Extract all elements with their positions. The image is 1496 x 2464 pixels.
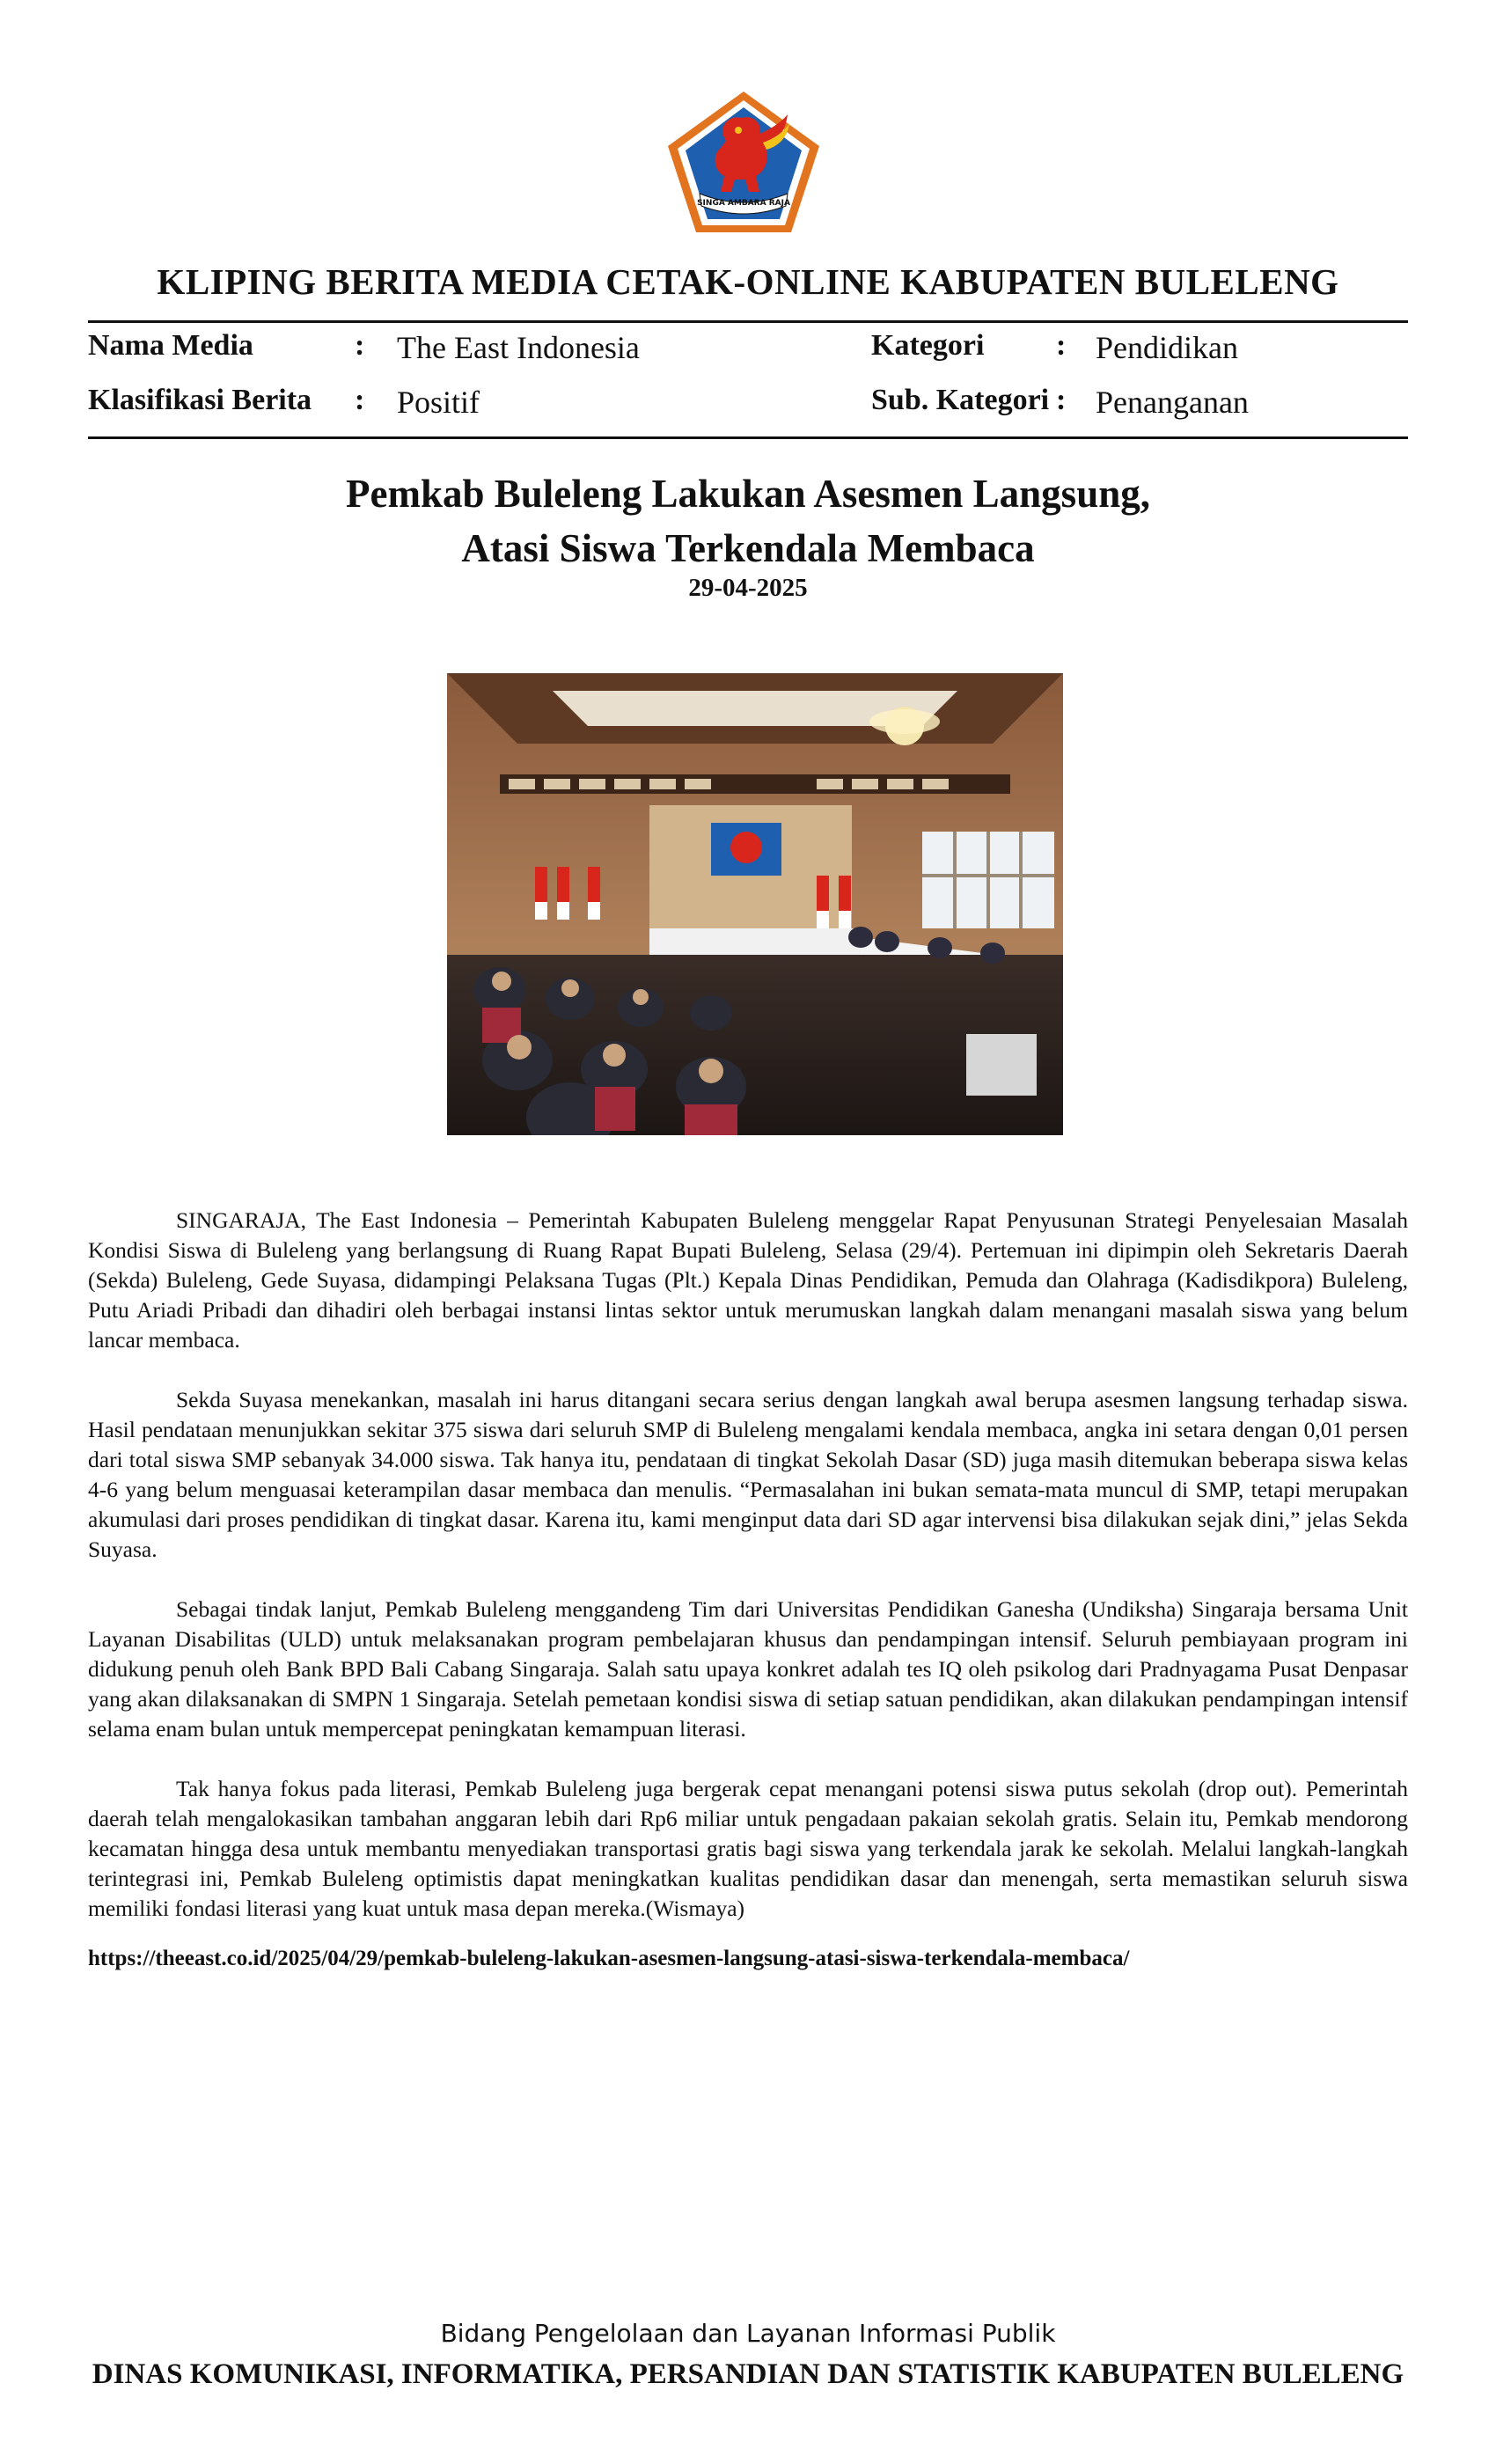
subcategory-label: Sub. Kategori bbox=[871, 384, 1050, 416]
article-date: 29-04-2025 bbox=[688, 574, 808, 602]
meta-divider bbox=[88, 436, 1408, 439]
subcategory-colon: : bbox=[1056, 384, 1067, 416]
article-photo bbox=[447, 673, 1063, 1135]
article-paragraph-1: SINGARAJA, The East Indonesia – Pemerintah Kabupaten Buleleng menggelar Rapat Penyusunan Strategi Penyelesaian Masalah Kondisi Siswa di Buleleng yang berlangsung di Ruang Rapat Bupati Buleleng, Selasa (29/4). Pertemuan ini dipimpin oleh Sekretaris Daerah (Sekda) Buleleng, Gede Suyasa, didampingi Pelaksana Tugas (Plt.) Kepala Dinas Pendidikan, Pemuda dan Olahraga (Kadisdikpora) Buleleng, Putu Ariadi Pribadi dan dihadiri oleh berbagai instansi lintas sektor untuk merumuskan langkah dalam menangani masalah siswa yang belum lancar membaca. bbox=[88, 1207, 1408, 1353]
classification-colon: : bbox=[355, 384, 365, 416]
headline-line-1: Pemkab Buleleng Lakukan Asesmen Langsung, bbox=[346, 472, 1150, 516]
logo-caption: SINGA AMBARA RAJA bbox=[697, 199, 790, 208]
source-url[interactable]: https://theeast.co.id/2025/04/29/pemkab-buleleng-lakukan-asesmen-langsung-atasi-siswa-terkendala-membaca/ bbox=[88, 1947, 1130, 1970]
classification-value: Positif bbox=[397, 385, 480, 420]
article-paragraph-4: Tak hanya fokus pada literasi, Pemkab Buleleng juga bergerak cepat menangani potensi siswa putus sekolah (drop out). Pemerintah daerah telah mengalokasikan tambahan anggaran lebih dari Rp6 miliar untuk pengadaan pakaian sekolah gratis. Selain itu, Pemkab mendorong kecamatan hingga desa untuk membantu menyediakan transportasi gratis bagi siswa yang terkendala jarak ke sekolah. Melalui langkah-langkah terintegrasi ini, Pemkab Buleleng optimistis dapat meningkatkan kualitas pendidikan dasar dan menengah, serta memastikan seluruh siswa memiliki fondasi literasi yang kuat untuk masa depan mereka.(Wismaya) bbox=[88, 1776, 1408, 1921]
classification-label: Klasifikasi Berita bbox=[88, 384, 312, 416]
headline-line-2: Atasi Siswa Terkendala Membaca bbox=[461, 526, 1035, 570]
footer-division: Bidang Pengelolaan dan Layanan Informasi Publik bbox=[440, 2319, 1056, 2348]
article-headline bbox=[88, 466, 1408, 576]
buleleng-regency-seal-icon bbox=[664, 88, 823, 238]
article-body bbox=[88, 1206, 1408, 1924]
header-divider bbox=[88, 320, 1408, 323]
category-label: Kategori bbox=[871, 329, 985, 362]
media-value: The East Indonesia bbox=[397, 330, 640, 365]
article-paragraph-2: Sekda Suyasa menekankan, masalah ini harus ditangani secara serius dengan langkah awal berupa asesmen langsung terhadap siswa. Hasil pendataan menunjukkan sekitar 375 siswa dari seluruh SMP di Buleleng mengalami kendala membaca, angka ini setara dengan 0,01 persen dari total siswa SMP sebanyak 34.000 siswa. Tak hanya itu, pendataan di tingkat Sekolah Dasar (SD) juga masih ditemukan beberapa siswa kelas 4-6 yang belum menguasai keterampilan dasar membaca dan menulis. “Permasalahan ini bukan semata-mata muncul di SMP, tetapi merupakan akumulasi dari proses pendidikan di tingkat dasar. Karena itu, kami menginput data dari SD agar intervensi bisa dilakukan sejak dini,” jelas Sekda Suyasa. bbox=[88, 1387, 1408, 1562]
category-colon: : bbox=[1056, 329, 1067, 362]
media-colon: : bbox=[355, 329, 365, 362]
article-paragraph-3: Sebagai tindak lanjut, Pemkab Buleleng menggandeng Tim dari Universitas Pendidikan Ganesha (Undiksha) Singaraja bersama Unit Layanan Disabilitas (ULD) untuk melaksanakan program pembelajaran khusus dan pendampingan intensif. Seluruh pembiayaan program ini didukung penuh oleh Bank BPD Bali Cabang Singaraja. Salah satu upaya konkret adalah tes IQ oleh psikolog dari Pradnyagama Pusat Denpasar yang akan dilaksanakan di SMPN 1 Singaraja. Setelah pemetaan kondisi siswa di setiap satuan pendidikan, akan dilakukan pendampingan intensif selama enam bulan untuk mempercepat peningkatan kemampuan literasi. bbox=[88, 1596, 1408, 1742]
page-title: KLIPING BERITA MEDIA CETAK-ONLINE KABUPATEN BULELENG bbox=[157, 261, 1339, 302]
category-value: Pendidikan bbox=[1096, 330, 1238, 365]
media-label: Nama Media bbox=[88, 329, 253, 362]
footer-agency: DINAS KOMUNIKASI, INFORMATIKA, PERSANDIAN DAN STATISTIK KABUPATEN BULELENG bbox=[92, 2358, 1404, 2390]
subcategory-value: Penanganan bbox=[1096, 385, 1249, 420]
